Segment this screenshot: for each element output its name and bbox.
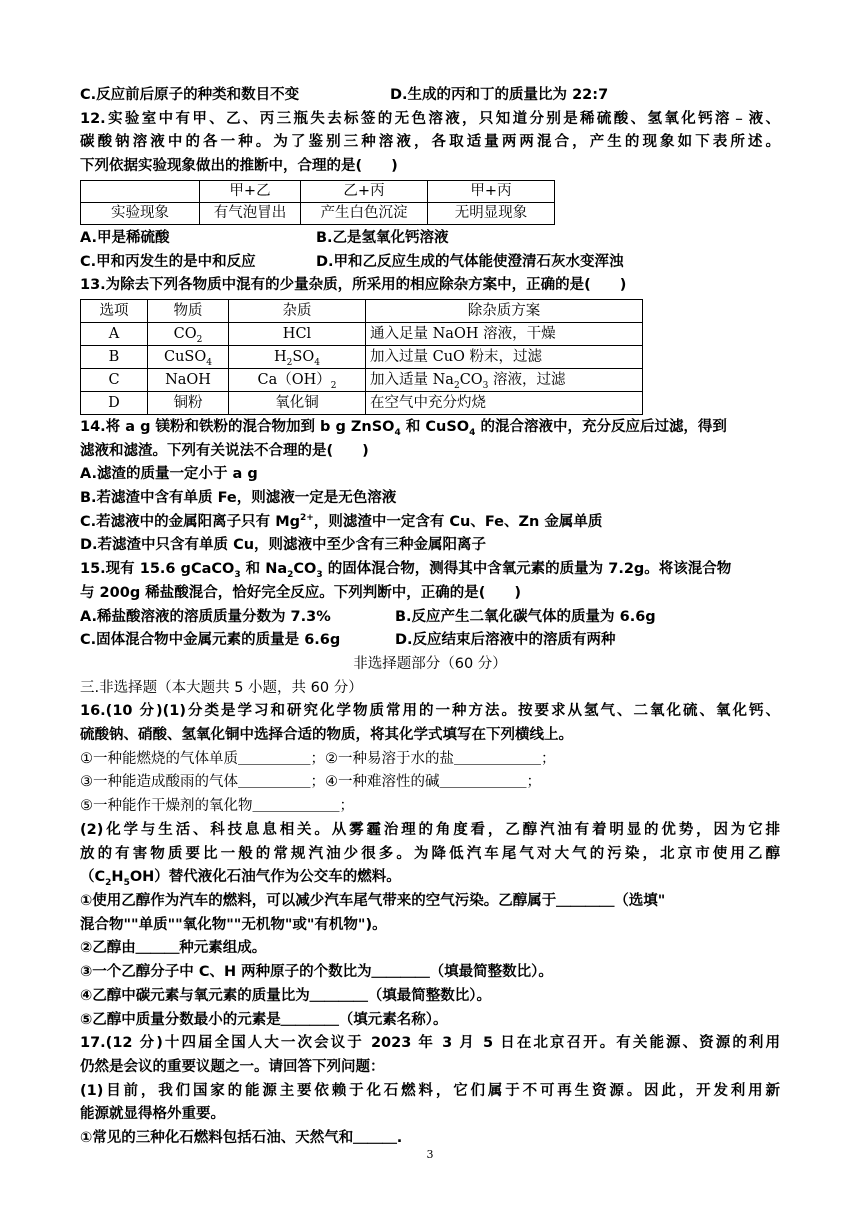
q12-options-cd xyxy=(80,251,780,275)
q12-option-c: C.甲和丙发生的是中和反应 xyxy=(80,253,256,270)
q12-stem-line1: 12.实验室中有甲、乙、丙三瓶失去标签的无色溶液，只知道分别是稀硫酸、氢氧化钙溶﹣液、 xyxy=(80,110,780,127)
table-header: 物质 xyxy=(148,299,229,322)
subscript: 2 xyxy=(453,380,460,391)
table-row xyxy=(81,391,643,414)
subscript: 4 xyxy=(314,357,320,368)
table-cell: 产生白色沉淀 xyxy=(301,202,428,224)
q17-part1-line2: 能源就显得格外重要。 xyxy=(80,1106,225,1123)
subscript: 2 xyxy=(286,357,293,368)
q13-table xyxy=(80,299,643,415)
section-heading: 三.非选择题（本大题共 5 小题，共 60 分） xyxy=(80,679,363,696)
subscript: 2 xyxy=(196,334,203,345)
table-row xyxy=(81,202,555,224)
q12-options-ab xyxy=(80,227,780,251)
q15-stem-line1 xyxy=(80,558,780,582)
q11-options-cd xyxy=(80,84,780,108)
cell-text: SO xyxy=(292,348,315,365)
text-run: 的混合溶液中，充分反应后过滤，得到 xyxy=(475,418,727,435)
q15-option-c: C.固体混合物中金属元素的质量是 6.6g xyxy=(80,632,341,649)
table-row xyxy=(81,299,643,322)
text-run: C.若滤液中的金属阳离子只有 Mg xyxy=(80,513,301,530)
table-cell: NaOH xyxy=(148,368,229,391)
q14-stem-line2: 滤液和滤渣。下列有关说法不合理的是( ) xyxy=(80,442,369,459)
text-run: 和 Na xyxy=(240,561,288,578)
q15-options-ab xyxy=(80,606,780,630)
superscript: 2+ xyxy=(300,512,314,523)
q17-stem-line1: 17.(12 分)十四届全国人大一次会议于 2023 年 3 月 5 日在北京召开。有关能源、资源的利用 xyxy=(80,1035,780,1052)
q12-option-b: B.乙是氢氧化钙溶液 xyxy=(316,229,449,246)
subscript: 4 xyxy=(394,427,401,438)
q15-stem-line2: 与 200g 稀盐酸混合，恰好完全反应。下列判断中，正确的是( ) xyxy=(80,584,521,601)
q16-part2-line3 xyxy=(80,866,780,890)
text-run: OH）替代液化石油气作为公交车的燃料。 xyxy=(129,869,401,886)
q13-stem: 13.为除去下列各物质中混有的少量杂质，所采用的相应除杂方案中，正确的是( ) xyxy=(80,277,627,294)
q14-stem-line1 xyxy=(80,416,780,440)
q16-blank-line1: ①一种能燃烧的气体单质＿＿＿＿＿；②一种易溶于水的盐＿＿＿＿＿＿； xyxy=(80,750,556,767)
q11-option-d: D.生成的丙和丁的质量比为 22:7 xyxy=(390,87,609,103)
q12-stem-line3: 下列依据实验现象做出的推断中，合理的是( ) xyxy=(80,158,398,175)
q16-blank-line2: ③一种能造成酸雨的气体＿＿＿＿＿；④一种难溶性的碱＿＿＿＿＿＿； xyxy=(80,774,541,791)
cell-text: H xyxy=(274,348,287,365)
table-header: 选项 xyxy=(81,299,148,322)
table-cell: 有气泡冒出 xyxy=(200,202,301,224)
q16-blank-line3: ⑤一种能作干燥剂的氧化物＿＿＿＿＿＿； xyxy=(80,798,354,815)
page-content xyxy=(80,84,780,1151)
q16-sub5: ⑤乙醇中质量分数最小的元素是＿＿＿＿（填元素名称）。 xyxy=(80,1011,448,1028)
q16-part2-line1: (2)化学与生活、科技息息相关。从雾霾治理的角度看，乙醇汽油有着明显的优势，因为它排 xyxy=(80,821,780,838)
subscript: 2 xyxy=(287,570,294,581)
q16-sub1-line1: ①使用乙醇作为汽车的燃料，可以减少汽车尾气带来的空气污染。乙醇属于＿＿＿＿（选填" xyxy=(80,892,666,909)
q17-sub1: ①常见的三种化石燃料包括石油、天然气和＿＿＿. xyxy=(80,1130,403,1147)
q15-option-b: B.反应产生二氧化碳气体的质量为 6.6g xyxy=(395,608,656,625)
q16-sub4: ④乙醇中碳元素与氧元素的质量比为＿＿＿＿（填最简整数比）。 xyxy=(80,987,492,1004)
text-run: （C xyxy=(80,869,106,886)
q16-sub2: ②乙醇由＿＿＿种元素组成。 xyxy=(80,940,267,957)
cell-text: CO xyxy=(173,325,197,342)
subscript: 4 xyxy=(469,427,476,438)
q15-option-d: D.反应结束后溶液中的溶质有两种 xyxy=(395,632,616,649)
text-run: 14.将 a g 镁粉和铁粉的混合物加到 b g ZnSO xyxy=(80,418,395,435)
q16-sub3: ③一个乙醇分子中 C、H 两种原子的个数比为＿＿＿＿（填最简整数比）。 xyxy=(80,964,553,981)
text-run: 和 CuSO xyxy=(400,418,470,435)
table-cell xyxy=(148,345,229,368)
q16-stem-line2: 硫酸钠、硝酸、氢氧化铜中选择合适的物质，将其化学式填写在下列横线上。 xyxy=(80,727,573,744)
q12-option-d: D.甲和乙反应生成的气体能使澄清石灰水变浑浊 xyxy=(316,253,624,270)
subscript: 3 xyxy=(316,570,323,581)
subscript: 2 xyxy=(105,878,112,889)
table-row xyxy=(81,345,643,368)
text-run: CO xyxy=(293,561,317,578)
table-cell: 通入足量 NaOH 溶液，干燥 xyxy=(366,322,643,345)
q16-stem-line1: 16.(10 分)(1)分类是学习和研究化学物质常用的一种方法。按要求从氢气、二氧化硫、氧化钙、 xyxy=(80,703,780,720)
subscript: 4 xyxy=(206,357,212,368)
q16-part2-line2: 放的有害物质要比一般的常规汽油少很多。为降低汽车尾气对大气的污染，北京市使用乙醇 xyxy=(80,845,780,862)
page-number: 3 xyxy=(426,1148,434,1161)
table-cell: 甲+丙 xyxy=(428,180,555,202)
cell-text: 加入适量 Na xyxy=(370,371,454,388)
q12-table xyxy=(80,180,555,225)
table-cell: 乙+丙 xyxy=(301,180,428,202)
text-run: H xyxy=(111,869,124,886)
subscript: 2 xyxy=(330,380,337,391)
table-cell xyxy=(229,368,366,391)
q12-stem-line2: 碳酸钠溶液中的各一种。为了鉴别三种溶液，各取适量两两混合，产生的现象如下表所述。 xyxy=(80,134,780,151)
subscript: 3 xyxy=(482,380,489,391)
text-run: 的固体混合物，测得其中含氧元素的质量为 7.2g。将该混合物 xyxy=(322,561,732,578)
q14-option-c xyxy=(80,511,780,535)
table-row xyxy=(81,368,643,391)
table-row xyxy=(81,322,643,345)
q17-stem-line2: 仍然是会议的重要议题之一。请回答下列问题： xyxy=(80,1058,385,1075)
table-cell: 加入过量 CuO 粉末，过滤 xyxy=(366,345,643,368)
table-cell: A xyxy=(81,322,148,345)
q14-option-a: A.滤渣的质量一定小于 a g xyxy=(80,466,258,483)
table-cell xyxy=(148,322,229,345)
q14-option-b: B.若滤渣中含有单质 Fe，则滤液一定是无色溶液 xyxy=(80,490,397,507)
subscript: 3 xyxy=(234,570,241,581)
q15-options-cd xyxy=(80,629,780,653)
table-cell: 甲+乙 xyxy=(200,180,301,202)
cell-text: CO xyxy=(459,371,483,388)
q14-option-d: D.若滤渣中只含有单质 Cu，则滤液中至少含有三种金属阳离子 xyxy=(80,537,487,554)
table-cell: 在空气中充分灼烧 xyxy=(366,391,643,414)
text-run: 15.现有 15.6 gCaCO xyxy=(80,561,235,578)
table-cell: 铜粉 xyxy=(148,391,229,414)
table-header: 除杂质方案 xyxy=(366,299,643,322)
table-cell: HCl xyxy=(229,322,366,345)
table-cell: 氧化铜 xyxy=(229,391,366,414)
cell-text: Ca（OH） xyxy=(257,371,331,388)
cell-text: 溶液，过滤 xyxy=(488,371,566,388)
table-cell xyxy=(81,180,200,202)
table-cell: D xyxy=(81,391,148,414)
text-run: ，则滤渣中一定含有 Cu、Fe、Zn 金属单质 xyxy=(313,513,603,530)
table-cell xyxy=(366,368,643,391)
table-cell: 实验现象 xyxy=(81,202,200,224)
q16-sub1-line2: 混合物""单质""氧化物""无机物"或"有机物")。 xyxy=(80,916,387,933)
section-title: 非选择题部分（60 分） xyxy=(353,655,507,672)
cell-text: CuSO xyxy=(164,348,207,365)
q12-option-a: A.甲是稀硫酸 xyxy=(80,229,170,246)
q17-part1-line1: (1)目前，我们国家的能源主要依赖于化石燃料，它们属于不可再生资源。因此，开发利用新 xyxy=(80,1082,780,1099)
q15-option-a: A.稀盐酸溶液的溶质质量分数为 7.3% xyxy=(80,608,331,625)
table-cell: C xyxy=(81,368,148,391)
table-cell: 无明显现象 xyxy=(428,202,555,224)
table-cell xyxy=(229,345,366,368)
table-cell: B xyxy=(81,345,148,368)
q11-option-c: C.反应前后原子的种类和数目不变 xyxy=(80,87,300,103)
subscript: 5 xyxy=(123,878,130,889)
table-row xyxy=(81,180,555,202)
table-header: 杂质 xyxy=(229,299,366,322)
